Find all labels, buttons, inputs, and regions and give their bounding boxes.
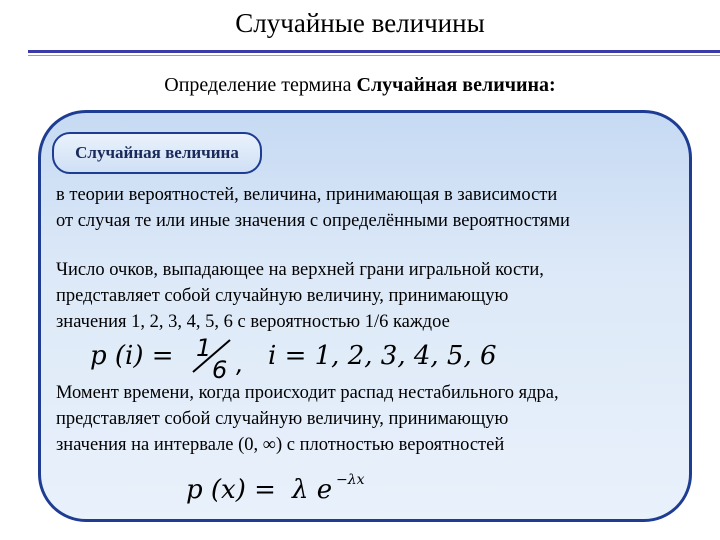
formula1-denominator: 6	[212, 356, 228, 380]
decay-example-line: представляет собой случайную величину, принимающую	[56, 409, 509, 429]
dice-example-text	[56, 257, 676, 335]
slide-subtitle	[0, 72, 720, 98]
dice-example-line: значения 1, 2, 3, 4, 5, 6 с вероятностью 1/6 каждое	[56, 312, 450, 332]
definition-line: в теории вероятностей, величина, принимающая в зависимости	[56, 185, 558, 205]
subtitle-term: Случайная величина:	[356, 74, 556, 96]
decay-example-line: значения на интервале (0, ∞) с плотностью вероятностей	[56, 435, 505, 455]
definition-text	[56, 182, 676, 234]
dice-example-line: представляет собой случайную величину, принимающую	[56, 286, 509, 306]
formula2-exponent: −λx	[336, 472, 365, 488]
decay-example-text	[56, 380, 676, 458]
formula1-comma: ,	[236, 350, 244, 378]
decay-density-formula	[186, 470, 386, 510]
formula2-base: λ e	[292, 475, 333, 505]
title-divider-thin	[28, 55, 720, 56]
dice-probability-formula	[90, 336, 510, 380]
decay-example-line: Момент времени, когда происходит распад нестабильного ядра,	[56, 383, 559, 403]
formula1-rhs: i = 1, 2, 3, 4, 5, 6	[268, 341, 497, 371]
formula2-lhs: p (x) =	[186, 475, 276, 505]
subtitle-prefix: Определение термина	[164, 74, 352, 96]
dice-example-line: Число очков, выпадающее на верхней грани игральной кости,	[56, 260, 544, 280]
definition-line: от случая те или иные значения с определёнными вероятностями	[56, 211, 570, 231]
formula1-lhs: p (i) =	[90, 341, 174, 371]
term-badge: Случайная величина	[52, 132, 262, 174]
title-divider	[28, 50, 720, 53]
slide-title: Случайные величины	[235, 8, 485, 38]
formula1-numerator: 1	[196, 336, 212, 362]
